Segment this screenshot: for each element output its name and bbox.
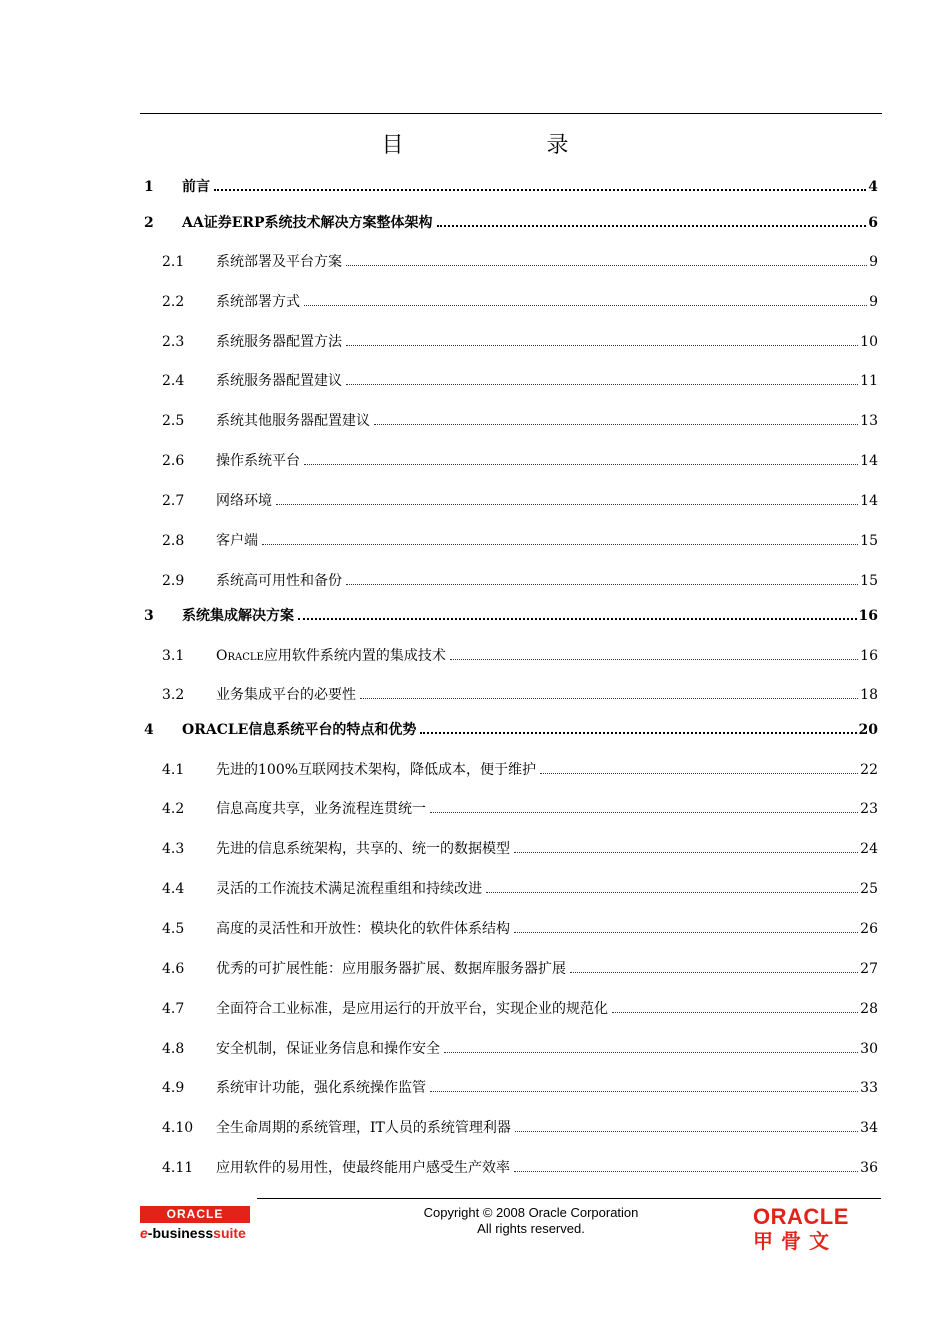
- toc-entry[interactable]: [162, 798, 878, 820]
- toc-leader-dots: [374, 424, 858, 425]
- toc-leader-dots: [430, 1091, 858, 1092]
- toc-entry-page: 4: [868, 179, 878, 195]
- toc-entry[interactable]: [162, 570, 878, 592]
- toc-entry-title: 全面符合工业标准，是应用运行的开放平台，实现企业的规范化: [216, 1001, 608, 1017]
- oracle-chinese-wordmark: 甲骨文: [753, 1229, 837, 1253]
- toc-entry-number: 4: [144, 722, 154, 738]
- toc-entry[interactable]: [162, 759, 878, 781]
- toc-entry-number: 3: [144, 608, 154, 624]
- toc-entry[interactable]: [162, 1117, 878, 1139]
- toc-leader-dots: [262, 544, 858, 545]
- toc-entry-page: 16: [858, 608, 878, 624]
- toc-entry-title: 安全机制，保证业务信息和操作安全: [216, 1041, 440, 1057]
- ebusiness-suite-wordmark: [140, 1225, 256, 1241]
- toc-entry-title: 优秀的可扩展性能：应用服务器扩展、数据库服务器扩展: [216, 961, 566, 977]
- toc-entry-page: 30: [860, 1041, 878, 1057]
- toc-entry-number: 4.9: [162, 1080, 185, 1096]
- toc-entry-number: 3.1: [162, 648, 185, 664]
- toc-entry-title: 操作系统平台: [216, 453, 300, 469]
- toc-leader-dots: [346, 345, 858, 346]
- toc-entry-number: 2.1: [162, 254, 185, 270]
- toc-entry-page: 9: [869, 294, 878, 310]
- toc-entry[interactable]: [162, 490, 878, 512]
- toc-entry-number: 4.5: [162, 921, 185, 937]
- toc-leader-dots: [346, 265, 867, 266]
- toc-leader-dots: [304, 305, 867, 306]
- toc-entry-page: 36: [860, 1160, 878, 1176]
- toc-entry[interactable]: [162, 684, 878, 706]
- toc-entry[interactable]: [162, 998, 878, 1020]
- toc-entry-title: 系统服务器配置建议: [216, 373, 342, 389]
- toc-entry-title: 系统集成解决方案: [182, 608, 294, 624]
- toc-entry-page: 14: [860, 453, 878, 469]
- toc-leader-dots: [304, 464, 858, 465]
- toc-entry-page: 15: [860, 573, 878, 589]
- toc-entry-page: 18: [860, 687, 878, 703]
- toc-entry[interactable]: [162, 1077, 878, 1099]
- toc-entry-number: 2.4: [162, 373, 185, 389]
- toc-leader-dots: [450, 659, 858, 660]
- toc-leader-dots: [515, 1131, 858, 1132]
- toc-entry[interactable]: [162, 1157, 878, 1179]
- toc-entry-page: 28: [860, 1001, 878, 1017]
- toc-leader-dots: [514, 852, 858, 853]
- toc-entry-title: 系统审计功能，强化系统操作监管: [216, 1080, 426, 1096]
- toc-leader-dots: [437, 225, 867, 227]
- toc-leader-dots: [612, 1012, 858, 1013]
- toc-entry-page: 10: [860, 334, 878, 350]
- toc-leader-dots: [444, 1052, 858, 1053]
- toc-entry-number: 2.8: [162, 533, 185, 549]
- toc-entry[interactable]: [162, 1038, 878, 1060]
- toc-entry-title: [216, 645, 446, 665]
- toc-entry-number: 1: [144, 179, 154, 195]
- page-title: 目 录: [381, 133, 637, 158]
- toc-entry-number: 4.4: [162, 881, 185, 897]
- toc-entry[interactable]: [162, 450, 878, 472]
- toc-entry-page: 9: [869, 254, 878, 270]
- toc-entry-number: 3.2: [162, 687, 185, 703]
- toc-entry-number: 2.6: [162, 453, 185, 469]
- toc-leader-dots: [214, 189, 866, 191]
- copyright-line-1: Copyright © 2008 Oracle Corporation: [423, 1205, 639, 1220]
- toc-entry-page: 33: [860, 1080, 878, 1096]
- toc-entry-page: 27: [860, 961, 878, 977]
- toc-entry-number: 4.2: [162, 801, 185, 817]
- toc-entry-title: 先进的100%互联网技术架构，降低成本，便于维护: [216, 762, 537, 778]
- toc-entry-title-smallcaps: RACLE: [227, 652, 264, 663]
- toc-entry-page: 20: [858, 722, 878, 738]
- toc-entry-title: 先进的信息系统架构，共享的、统一的数据模型: [216, 841, 510, 857]
- oracle-wordmark: ORACLE: [753, 1204, 849, 1229]
- toc-entry[interactable]: [162, 291, 878, 313]
- suite-text: suite: [213, 1225, 246, 1241]
- oracle-logo-box: ORACLE: [140, 1206, 250, 1223]
- toc-entry-number: 2.2: [162, 294, 185, 310]
- toc-entry-page: 14: [860, 493, 878, 509]
- toc-entry-number: 4.7: [162, 1001, 185, 1017]
- toc-entry-title: 应用软件的易用性，使最终能用户感受生产效率: [216, 1160, 510, 1176]
- toc-entry-title: 系统部署及平台方案: [216, 254, 342, 270]
- toc-entry-number: 4.11: [162, 1160, 194, 1176]
- toc-entry[interactable]: [162, 645, 878, 667]
- toc-entry[interactable]: [162, 838, 878, 860]
- toc-leader-dots: [430, 812, 858, 813]
- toc-entry-number: 4.8: [162, 1041, 185, 1057]
- toc-entry[interactable]: [162, 331, 878, 353]
- toc-entry-title: 前言: [182, 179, 210, 195]
- copyright-line-2: All rights reserved.: [477, 1221, 585, 1236]
- toc-entry[interactable]: [162, 251, 878, 273]
- toc-entry-page: 26: [860, 921, 878, 937]
- toc-entry-title: 系统高可用性和备份: [216, 573, 342, 589]
- toc-entry-page: 15: [860, 533, 878, 549]
- toc-entry-number: 2.7: [162, 493, 185, 509]
- toc-entry-page: 25: [860, 881, 878, 897]
- toc-entry-title: 业务集成平台的必要性: [216, 687, 356, 703]
- toc-entry-title-prefix: O: [216, 648, 228, 664]
- copyright-notice: [380, 1205, 682, 1237]
- toc-entry-title: 系统部署方式: [216, 294, 300, 310]
- toc-entry-title: AA证券ERP系统技术解决方案整体架构: [182, 215, 433, 231]
- toc-entry-page: 34: [860, 1120, 878, 1136]
- toc-leader-dots: [570, 972, 858, 973]
- toc-entry-title: 全生命周期的系统管理，IT人员的系统管理利器: [216, 1120, 511, 1136]
- toc-entry-number: 2.3: [162, 334, 185, 350]
- toc-leader-dots: [540, 773, 858, 774]
- toc-leader-dots: [486, 892, 858, 893]
- toc-entry-title: 网络环境: [216, 493, 272, 509]
- toc-entry-page: 16: [860, 648, 878, 664]
- toc-entry[interactable]: [144, 212, 878, 234]
- toc-entry-page: 13: [860, 413, 878, 429]
- toc-entry-title: 信息高度共享，业务流程连贯统一: [216, 801, 426, 817]
- toc-entry-number: 2.9: [162, 573, 185, 589]
- toc-entry[interactable]: [162, 370, 878, 392]
- toc-leader-dots: [420, 732, 856, 734]
- toc-entry[interactable]: [144, 605, 878, 627]
- toc-entry-number: 4.3: [162, 841, 185, 857]
- toc-entry-number: 4.6: [162, 961, 185, 977]
- toc-leader-dots: [514, 932, 858, 933]
- toc-leader-dots: [514, 1171, 858, 1172]
- toc-entry-page: 24: [860, 841, 878, 857]
- toc-entry-number: 4.10: [162, 1120, 194, 1136]
- toc-entry-title: 系统其他服务器配置建议: [216, 413, 370, 429]
- toc-entry-page: 23: [860, 801, 878, 817]
- toc-entry-number: 2.5: [162, 413, 185, 429]
- toc-entry[interactable]: [144, 176, 878, 198]
- business-text: -business: [147, 1225, 214, 1241]
- toc-entry-title: 高度的灵活性和开放性：模块化的软件体系结构: [216, 921, 510, 937]
- toc-entry-page: 11: [860, 373, 878, 389]
- toc-leader-dots: [298, 618, 857, 620]
- toc-entry-number: 4.1: [162, 762, 185, 778]
- toc-leader-dots: [346, 384, 858, 385]
- toc-entry[interactable]: [162, 918, 878, 940]
- toc-entry-title: 系统服务器配置方法: [216, 334, 342, 350]
- oracle-ebusiness-suite-logo: [140, 1206, 256, 1241]
- toc-entry[interactable]: [162, 410, 878, 432]
- toc-leader-dots: [276, 504, 858, 505]
- toc-leader-dots: [346, 584, 858, 585]
- toc-entry-title-rest: 应用软件系统内置的集成技术: [263, 648, 446, 664]
- e-letter: e: [140, 1225, 148, 1241]
- toc-entry-title: 灵活的工作流技术满足流程重组和持续改进: [216, 881, 482, 897]
- toc-entry[interactable]: [162, 958, 878, 980]
- toc-entry-title: ORACLE信息系统平台的特点和优势: [182, 722, 417, 738]
- oracle-china-logo: [753, 1206, 877, 1254]
- toc-entry[interactable]: [162, 878, 878, 900]
- toc-entry-number: 2: [144, 215, 154, 231]
- footer-rule: [257, 1198, 881, 1199]
- toc-entry[interactable]: [162, 530, 878, 552]
- toc-entry-page: 22: [860, 762, 878, 778]
- toc-leader-dots: [360, 698, 858, 699]
- toc-entry-page: 6: [868, 215, 878, 231]
- toc-entry-title: 客户端: [216, 533, 258, 549]
- toc-entry[interactable]: [144, 719, 878, 741]
